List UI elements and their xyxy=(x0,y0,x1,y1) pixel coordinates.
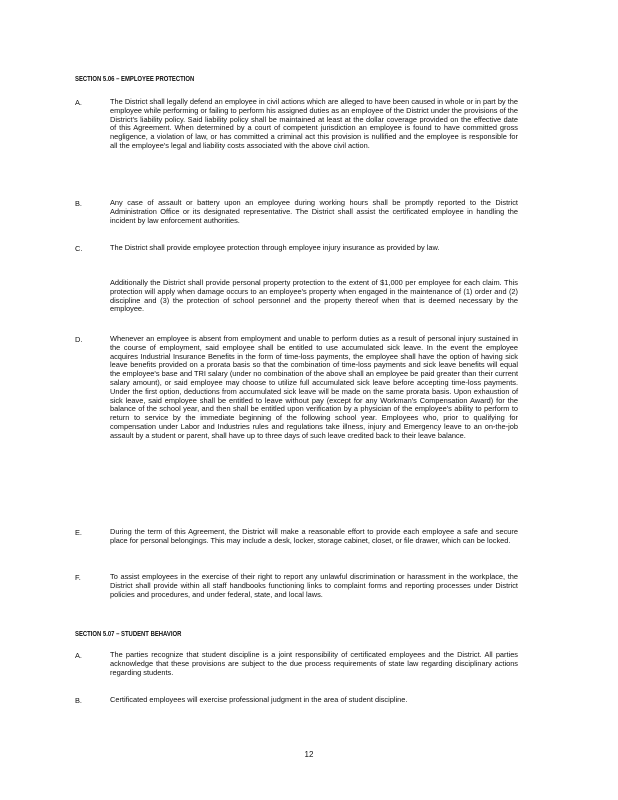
item-text: The District shall legally defend an employee in civil actions which are alleged to have been caused in whole or in part by the employee while performing or failing to perform his assigned duties as an employee of the District under the provisions of the District's liability policy. Said liability policy shall be maintained at least at the dollar coverage provided on the effective date of this Agreement. When determined by a court of competent jurisdiction an employee is found to have committed gross negligence, a violation of law, or has committed a criminal act this provision is nullified and the employee is responsible for all the employee's legal and liability costs associated with the above civil action. xyxy=(110,97,518,150)
page-number: 12 xyxy=(304,750,314,759)
item-text: Additionally the District shall provide personal property protection to the extent of $1,000 per employee for each claim. This protection will apply when damage occurs to an employee's property when engaged in the maintenance of (1) order and (2) discipline and (3) the protection of school personnel and the property thereof when that is deemed necessary by the employee. xyxy=(110,278,518,314)
item-letter: B. xyxy=(75,199,82,208)
item-text: The District shall provide employee protection through employee injury insurance as provided by law. xyxy=(110,243,440,252)
item-text: Certificated employees will exercise professional judgment in the area of student discipline. xyxy=(110,695,408,704)
item-text: The parties recognize that student discipline is a joint responsibility of certificated employees and the District. All parties acknowledge that these provisions are subject to the due process requirements of state law regarding disciplinary actions regarding students. xyxy=(110,650,518,677)
section-5-07-heading: SECTION 5.07 – STUDENT BEHAVIOR xyxy=(75,629,182,638)
item-letter: D. xyxy=(75,335,83,344)
item-text: Any case of assault or battery upon an employee during working hours shall be promptly reported to the District Administration Office or its designated representative. The District shall assist the certificated employee in handling the incident by law enforcement authorities. xyxy=(110,198,518,225)
item-letter: B. xyxy=(75,696,82,705)
item-letter: C. xyxy=(75,244,83,253)
item-letter: A. xyxy=(75,651,82,660)
item-text: During the term of this Agreement, the District will make a reasonable effort to provide each employee a safe and secure place for personal belongings. This may include a desk, locker, storage cabinet, closet, or file drawer, which can be locked. xyxy=(110,527,518,545)
item-text: Whenever an employee is absent from employment and unable to perform duties as a result of personal injury sustained in the course of employment, said employee shall be entitled to use accumulated sick leave. In the event the employee acquires Industrial Insurance Benefits in the form of time-loss payments, the employee shall have the option of having sick leave benefits provided on a prorata basis so that the combination of time-loss payments and sick leave benefits will equal the employee's base and TRI salary (under no combination of the above shall an employee be paid greater than their current salary amount), or said employee may choose to utilize full accumulated sick leave before accepting time-loss payments. Under the first option, deductions from accumulated sick leave will be made on the same prorata basis. Upon exhaustion of sick leave, said employee shall be entitled to leave without pay (except for any Workman's Compensation Award) for the balance of the school year, and then shall be entitled upon verification by a physician of the employee's ability to perform to return to service by the immediate beginning of the following school year. Employees who, prior to qualifying for compensation under Labor and Industries rules and regulations take illness, injury and Emergency leave to an on-the-job assault by a student or parent, shall have up to three days of such leave credited back to their leave balance. xyxy=(110,334,518,440)
item-letter: E. xyxy=(75,528,82,537)
item-text: To assist employees in the exercise of their right to report any unlawful discrimination or harassment in the workplace, the District shall provide within all staff handbooks functioning links to complaint forms and reporting processes under District policies and procedures, and under federal, state, and local laws. xyxy=(110,572,518,599)
item-letter: A. xyxy=(75,98,82,107)
item-letter: F. xyxy=(75,573,81,582)
section-5-06-heading: SECTION 5.06 – EMPLOYEE PROTECTION xyxy=(75,74,195,83)
